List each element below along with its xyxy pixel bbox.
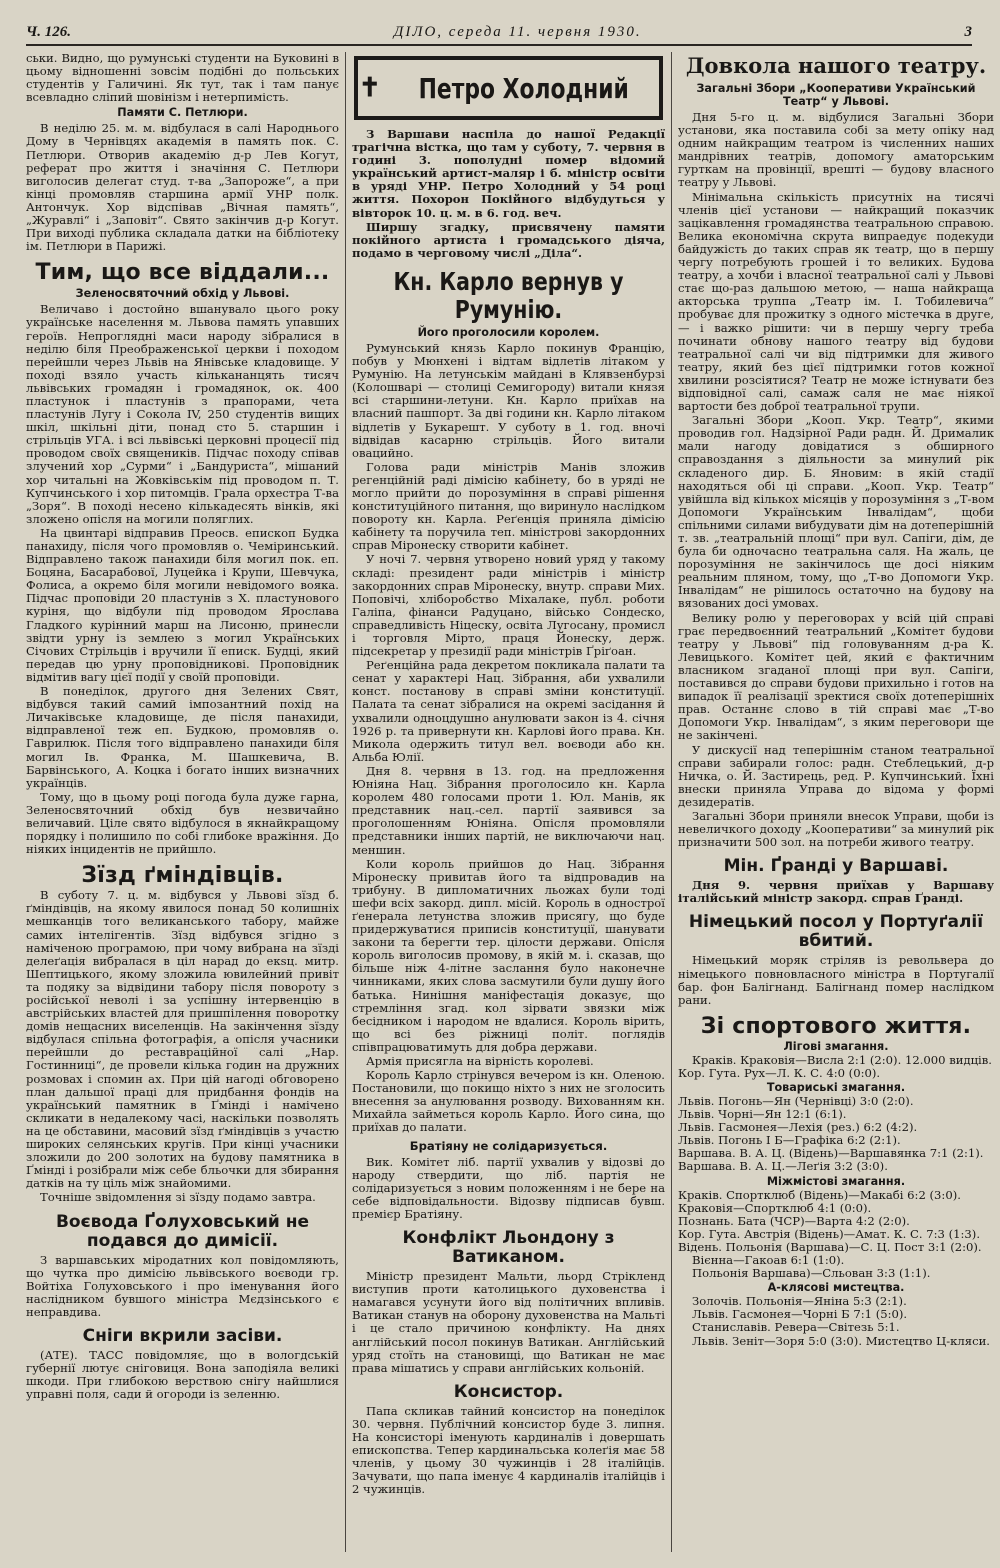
sport-section xyxy=(678,1281,994,1347)
cross-icon: ✝ xyxy=(358,73,381,103)
grandi-text: Дня 9. червня приїхав у Варшаву італійський міністр закорд. справ Ґранді. xyxy=(678,878,994,906)
column-left xyxy=(26,52,339,1552)
sport-section xyxy=(678,1175,994,1281)
snig-text: (АТЕ). ТАСС повідомляє, що в вологдській губернії лютує сніговиця. Вона заподіяла великі шкоди. При глибокою верствою снігу найшлися управні поля, сади й огороди із зеленню. xyxy=(26,1347,339,1402)
petliura-text: В неділю 25. м. м. відбулася в салі Народнього Дому в Чернівцях академія в память пок. С. Петлюри. Отворив академію д-р Лев Когут, реферат про життя і значіння С. Петлюри виголосив делегат студ. т-ва „Запороже“, а при кінці промовляв старшина армії УНР полк. Антончук. Хор відспівав „Вічная память“, „Журавлі“ і „Заповіт“. Свято закінчив д-р Когут. При виході публика складала датки на бібліотеку ім. Петлюри в Парижі. xyxy=(26,121,339,254)
teatr-paragraph-4: Велику ролю у переговорах у всій цій справі грає передвоєнний театральний „Комітет будови театру у Львові“ під головуванням д-ра К. Левицького. Комітет цей, який є фактичним власником згаданої площі при вул. Сапіги, поставився до справи будови прихильно і готов на випадок її реалізації зректися своїх дотеперішніх прав. Останнє слово в тій справі має „Т-во Допомоги Укр. Інвалідам“, з яким переговори ще не закінчені. xyxy=(678,610,994,743)
bratianu-heading: Братіяну не солідаризується. xyxy=(409,1138,608,1153)
tym-paragraph-3: В понеділок, другого дня Зелених Свят, відбувся такий самий імпозантний похід на Личаківське кладовище, де після панахиди, відправленої теж еп. Будкою, промовляв о. Гаврилюк. Після того відправлено панахиди біля могил Ів. Франка, М. Шашкевича, В. Барвінського, А. Коцка і богато інших визначних українців. xyxy=(26,684,339,790)
sport-result: Золочів. Польонія—Яніна 5:3 (2:1). xyxy=(692,1294,907,1309)
sport-result: Львів. Чорні—Ян 12:1 (6:1). xyxy=(678,1107,847,1122)
column-middle xyxy=(352,52,665,1552)
sport-result: Кор. Гута. Рух—Л. К. С. 4:0 (0:0). xyxy=(678,1065,881,1080)
tym-heading: Тим, що все віддали... xyxy=(35,260,330,286)
tym-subheading: Зеленосвяточний обхід у Львові. xyxy=(75,287,290,301)
sport-result: Познань. Бата (ЧСР)—Варта 4:2 (2:0). xyxy=(678,1213,910,1228)
columns xyxy=(26,52,994,1552)
gmind-heading: Зїзд ґміндівців. xyxy=(81,863,284,889)
sport-section xyxy=(678,1081,994,1174)
posol-heading: Німецький посол у Портуґалії вбитий. xyxy=(688,912,984,952)
sport-heading: Зі спортового життя. xyxy=(700,1013,972,1039)
karlo-paragraph-3: У ночі 7. червня утворено новий уряд у такому складі: президент ради міністрів і міністр закордонних справ Міронеску, внутр. справи Мих. Поповічі, хліборобство Міхалаке, публ. роботи Галіпа, фінанси Радуцано, військо Сондеско, справедливість Ніцеску, освіта Лугосану, промисл і торговля Мірто, праця Йонеску, держ. підсекретар у президії ради міністрів Ґріґоан. xyxy=(352,552,665,659)
sport-result: Вієнна—Гакоав 6:1 (1:0). xyxy=(692,1253,845,1268)
sport-result: Кор. Гута. Австрія (Відень)—Амат. К. С. 7:3 (1:3). xyxy=(678,1226,981,1241)
grandi-heading: Мін. Ґранді у Варшаві. xyxy=(723,856,949,877)
karlo-heading: Кн. Карло вернув у Румунію. xyxy=(393,266,624,324)
gmind-paragraph-1: В суботу 7. ц. м. відбувся у Львові зїзд б. ґміндівців, на якому явилося понад 50 колишніх мешканців того великанського табору, майже самих інтелігентів. Зїзд відбувся згідно з наміченою програмою, при чому вибрана на зїзді делеґація вибралася в ціл нарад до екsц. митр. Шептицького, якому зложила ювилейний привіт та подяку за відвідини табору після повороту з російської неволі і за успішну інтервенцію в австрійських властей для пришпілення поворотку домів нещасних виселенців. На закінчення зїзду відбулася спільна фотографія, а опісля учасники перейшли до реставраційної салі „Нар. Гостинниці“, де провели кілька годин на дружних розмовах і спомин ах. При цій нагоді обговорено план дальшої праці для придбання фондів на український памятник в Ґмінді і намічено скликати в недалекому часі, наскільки позволять на це обставини, масовий зїзд ґміндівців з участю широких селянських кругів. При кінці учасники зложили до 200 золотих на будову памятника в Ґмінді і розібрали між себе бльочки для збирання датків на ту ціль між знайомими. xyxy=(26,888,339,1191)
sport-result: Львів. Погонь І Б—Графіка 6:2 (2:1). xyxy=(678,1133,901,1148)
sport-result: Краків. Спортклюб (Відень)—Макабі 6:2 (3:0). Краковія—Спортклюб 4:1 (0:0). xyxy=(678,1187,961,1215)
sport-result: Львів. Зеніт—Зоря 5:0 (3:0). Мистецтво Ц-кляси. xyxy=(692,1333,990,1348)
sport-result: Львів. Гасмонея—Лехія (рез.) 6:2 (4:2). xyxy=(678,1120,918,1135)
konsistor-text: Папа скликав тайний консистор на понеділок 30. червня. Публічний консистор буде 3. липня. На консисторі іменують кардиналів і довершать епископства. Тепер кардинальська колеґія має 58 членів, у цьому 30 чужинців і 28 італійців. Зачувати, що папа іменує 4 кардиналів італійців і 2 чужинців. xyxy=(352,1403,665,1497)
teatr-paragraph-3: Загальні Збори „Кооп. Укр. Театр“, якими проводив гол. Надзірної Ради радн. Й. Дрималик мали нагоду довідатися з обширного справоздання з діяльности за минулий рік складеного дир. Б. Яновим: в якій стадії находяться обі ці справи. „Кооп. Укр. Театр“ увійшла від кількох місяців у порозуміння з „Т-вом Допомоги Українським Інвалідам“, щоби спільними силами вибудувати дім на дотеперішній т. зв. „театральній площі“ при вул. Сапіги, дім, де була би одночасно театральна саля. На жаль, це порозуміння не закінчилось ще досі ніяким реальним пляном, тому, що „Т-во Допомоги Укр. Інвалідам“ не рішилось остаточно на будову на вязованих досі умовах. xyxy=(678,413,994,611)
teatr-subheading: Загальні Збори „Кооперативи Український Театр“ у Львові. xyxy=(696,82,976,108)
column-right xyxy=(678,52,994,1552)
running-header xyxy=(26,24,972,46)
obituary-text: З Варшави наспіла до нашої Редакції трагічна вістка, що там у суботу, 7. червня в годині 3. пополудні помер відомий український артист-маляр і б. міністр освіти в уряді УНР. Петро Холодний у 54 році життя. Похорон Покійного відбудуться у вівторок 10. ц. м. в 6. год. веч. xyxy=(352,127,665,220)
sport-result: Варшава. В. А. Ц.—Леґія 3:2 (3:0). xyxy=(678,1159,888,1174)
posol-text: Німецький моряк стріляв із револьвера до німецького повновласного міністра в Португалії бар. фон Балігнанд. Балігнанд помер наслідком рани. xyxy=(678,953,994,1007)
article-continuation: ськи. Видно, що румунські студенти на Буковині в цьому відношенні зовсім подібні до польських студентів у Галичині. Як тут, так і там панує всевладно сліпий шовінізм і нетерпимість. xyxy=(26,52,339,105)
teatr-paragraph-5: У дискусії над теперішнім станом театральної справи забирали голос: радн. Стеблецький, д-р Ничка, о. Й. Застирець, ред. Р. Купчинський. Їхні внески приняла Управа до відома у формі дезидератів. xyxy=(678,742,994,809)
sport-result: Відень. Польонія (Варшава)—С. Ц. Пост 3:1 (2:0). xyxy=(678,1239,982,1254)
sport-result: Краків. Краковія—Висла 2:1 (2:0). 12.000 видців. xyxy=(692,1052,992,1067)
obituary-note: Ширшу згадку, присвячену памяти покійного артиста і громадського діяча, подамо в черговому числі „Діла“. xyxy=(352,219,665,260)
petliura-heading: Памяти С. Петлюри. xyxy=(117,106,248,120)
karlo-paragraph-1: Румунський князь Карло покинув Францію, побув у Мюнхені і відтам відлетів літаком у Румунію. На летунськім майдані в Клявзенбурзі (Колошварі — столиці Семигороду) витали князя всі старшини-летуни. Кн. Карло приїхав на власний пашпорт. За дві години кн. Карло літаком відлетів у Букарешт. У суботу в 1. год. вночі відвідав касарню стрільців. Його витали овацийно. xyxy=(352,340,665,460)
page-number: 3 xyxy=(964,24,972,40)
issue-number: Ч. 126. xyxy=(26,24,71,40)
sport-section xyxy=(678,1040,994,1080)
snig-heading: Сніги вкрили засіви. xyxy=(82,1325,283,1346)
karlo-paragraph-8: Король Карло стрінувся вечером із кн. Оленою. Постановили, що покищо ніхто з них не зголосить внесення за анулювання розводу. Вихованням кн. Михайла займеться король Карло. Його сина, що приїхав до палати. xyxy=(352,1068,665,1135)
sport-section-title: А-клясові мистецтва. xyxy=(767,1281,905,1295)
teatr-paragraph-6: Загальні Збори приняли внесок Управи, щоби із невеличкого доходу „Кооперативи“ за минулий рік призначити 500 зол. на потреби живого театру. xyxy=(678,808,994,850)
karlo-paragraph-5: Дня 8. червня в 13. год. на предложення Юніяна Нац. Зібрання проголосило кн. Карла королем 480 голосами проти 1. Юл. Манів, як представник нац.-сел. партії заявився за проголошенням Юніяна. Опісля промовляли представники інших партій, не виключаючи нац. меншин. xyxy=(352,763,665,857)
voevoda-heading: Воєвода Ґолуховський не подався до димісії. xyxy=(55,1211,310,1251)
karlo-paragraph-6: Коли король прийшов до Нац. Зібрання Міронеску привитав його та відпровадив на трибуну. В дипломатичних льожах були тоді шефи всіх закорд. дипл. місій. Король в однострої ґенерала летунства зложив присягу, що буде придержуватися приписів конституції, шанувати закони та берегти тер. цілости держави. Опісля король виголосив промову, в якій м. і. сказав, що більше ніж 4-літне заслання було наконечне чинниками, яких слова засмутили були душу його батька. Нинішня манiфестація доказує, що стремління згад. кол зірвати звязки між бесідником і народом не вдалися. Король вірить, що всі без ріжниці політ. поглядів співпрацюватимуть для добра держави. xyxy=(352,856,665,1054)
tym-paragraph-1: Величаво і достойно вшанувало цього року українське населення м. Львова память упавших героїв. Непроглядні маси народу зібралися в неділю біля Преображенської церкви і походом перейшли через Львів на Янівське кладовище. У поході взяло участь кількананцять тисяч львівських громадян і громадянок, ок. 400 пластунок і пластунів з прапорами, чета пластунів Лугу і Сокола IV, 250 студентів вищих шкіл, шкільні діти, понад сто 5. старшин і стрільців УГА. і всі львівські церковні процесії під проводом своїх священиків. Підчас походу співав злучений хор „Сурми“ і „Бандуриста“, мішаний хор читальні на Жовківськім під проводом п. Т. Купчинського і хор питомців. Грала орхестра Т-ва „Зоря“. В поході несено кількадесять вінків, які зложено опісля на могили поляглих. xyxy=(26,302,339,526)
konsistor-heading: Консистор. xyxy=(453,1381,564,1402)
karlo-paragraph-4: Реґенційна рада декретом покликала палати та сенат у характері Нац. Зібрання, аби ухвалили конст. постанову в справі зміни конституції. Палата та сенат зібралися на окремі засідання й ухвалили одноцдушно анулювати закон із 4. січня 1926 р. та привернути кн. Карлові його права. Кн. Микола одержить титул вел. воєводи або кн. Альба Юлії. xyxy=(352,658,665,764)
masthead-date: ДІЛО, середа 11. червня 1930. xyxy=(393,24,642,40)
teatr-paragraph-2: Мінімальна скількість присутніх на тисячі членів цієї установи — найкращий показчик зацікавлення громадянства театральною справою. Велика економічна скрута випраедує подекуди байдужість до таких справ як театр, що в першу чергу потребують грошей і то великих. Будова театру, а хочби і власної театральної салі у Львові стає що-раз дальшою метою, — наша найкраща акторська труппа „Театр ім. І. Тобилевича“ пробуває для прожитку з одного містечка в друге, — і важко рішити: чи в першу чергу треба починати обнову нашого театру від будови театральної салі чи від підтримки для живого театру, який без цієї підтримки готов кожної хвилини розсіятися? Театр не може істнувати без відповідної салі, самаж саля не має ніякої вартости без доброї театральної трупи. xyxy=(678,189,994,414)
tym-paragraph-2: На цвинтарі відправив Преосв. епископ Будка панахиду, після чого промовляв о. Чеміринський. Відправлено також панахиди біля могил пок. еп. Боцяна, Басарабової, Луцейка і Крупи, Шевчука, Фолиса, а окремо біля могили невідомого вояка. Підчас проповіди 20 пластунів з Х. пластунового куріня, що відбули під проводом Ярослава Гладкого курінний марш на Лисоню, принесли звідти урну із землею з могил Українських Січових Стрільців і вручили її еписк. Будці, який передав цю урну проповідникові. Проповідник відмітив вагу цієї події у своїй проповіди. xyxy=(26,525,339,684)
column-rule xyxy=(345,52,346,1552)
karlo-subheading: Його проголосили королем. xyxy=(417,325,600,339)
teatr-paragraph-1: Дня 5-го ц. м. відбулися Загальні Збори установи, яка поставила собі за мету опіку над одним найкращим театром із численних наших мандрівних театрів, допомогу аматорським гурткам на провінції, врешті — будову власного театру у Львові. xyxy=(678,110,994,190)
gmind-paragraph-2: Точніше звідомлення зі зїзду подамо завтра. xyxy=(40,1190,316,1205)
karlo-paragraph-7: Армія присягла на вірність королеві. xyxy=(366,1054,594,1068)
obituary-name: Петро Холодний xyxy=(418,71,629,105)
sport-result: Львів. Гасмонея—Чорні Б 7:1 (5:0). xyxy=(692,1307,908,1322)
malta-text: Міністр президент Мальти, льорд Стрікленд виступив проти католицького духовенства і намагався усунути його від політичних впливів. Ватикан станув на оборону духовенства на Мальті і це стало причиною конфлікту. На днях англійський посол покинув Ватикан. Англійський уряд стоїть на становищі, що Ватикан не має права мішатись у справи англійських кольоній. xyxy=(352,1269,665,1375)
sport-result: Станиславів. Ревера—Світезь 5:1. xyxy=(692,1320,900,1335)
teatr-heading: Довкола нашого театру. xyxy=(685,53,987,78)
karlo-paragraph-2: Голова ради міністрів Манів зложив регенційній раді дімісію кабінету, бо в уряді не могло прийти до порозуміння в справі рішення конституційного питання, що виринуло наслідком повороту кн. Карла. Реґенція приняла дімісію кабінету та поручила теп. міністрові закордонних справ Міронеску створити кабінет. xyxy=(352,459,665,553)
sport-result: Польонія Варшава)—Сльован 3:3 (1:1). xyxy=(692,1266,931,1281)
sport-section-title: Лігові змагання. xyxy=(783,1039,889,1053)
obituary-box xyxy=(354,56,663,120)
sport-section-title: Міжмістові змагання. xyxy=(766,1174,906,1188)
bratianu-text: Вик. Комітет ліб. партії ухвалив у відозві до народу ствердити, що ліб. партія не солідаризується з новим положенням і не бере на себе відповідальности. Відозву підписав бувш. премієр Братіяну. xyxy=(352,1154,665,1221)
voevoda-text: З варшавських міродатних кол повідомляють, що чутка про димісію львівського воєводи гр. Войтіха Голуховського і про іменування його наслідником бувшого міністра Мєдзінського є неправдива. xyxy=(26,1252,339,1319)
sport-result: Львів. Погонь—Ян (Чернівці) 3:0 (2:0). xyxy=(678,1094,914,1108)
tym-paragraph-4: Тому, що в цьому році погода була дуже гарна, Зеленосвяточний обхід був незвичайно величавий. Ціле свято відбулося в якнайкращому порядку і полишило по собі глибоке вражіння. До ніяких інцидентів не прийшло. xyxy=(26,789,339,857)
malta-heading: Конфлікт Льондону з Ватиканом. xyxy=(402,1228,615,1268)
sport-section-title: Товариські змагання. xyxy=(766,1081,906,1094)
sport-result: Варшава. В. А. Ц. (Відень)—Варшавянка 7:1 (2:1). xyxy=(678,1146,984,1161)
column-rule xyxy=(671,52,672,1552)
